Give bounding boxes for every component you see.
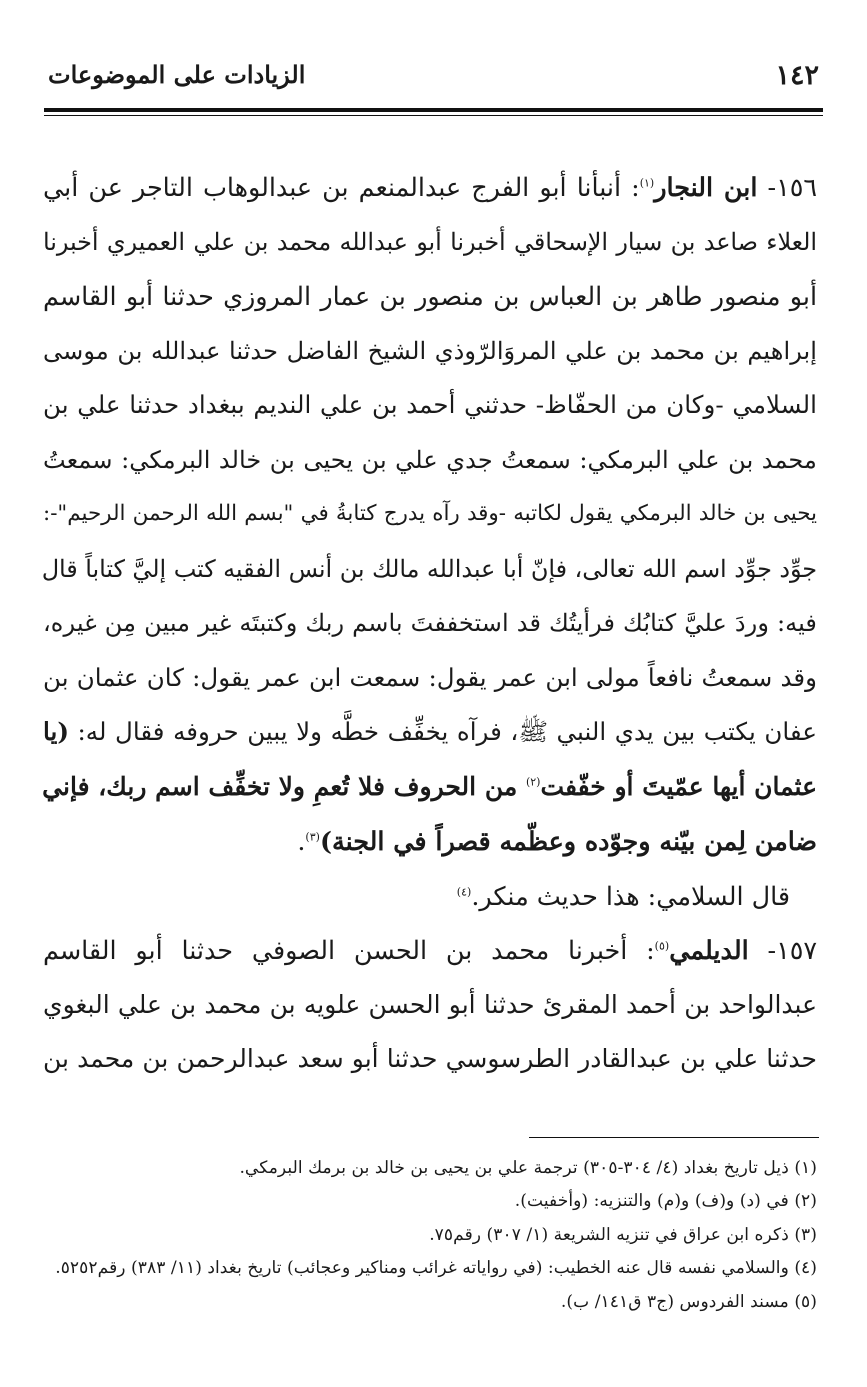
bold-text: ابن النجار <box>654 172 758 202</box>
text-line <box>43 814 817 869</box>
text-span: ١٥٦- <box>757 172 817 202</box>
bold-text: عثمان أيها عمّيتَ أو خفّفت <box>540 771 817 801</box>
text-span: محمد بن علي البرمكي: سمعتُ جدي علي بن يحيى بن خالد البرمكي: سمعتُ <box>43 445 817 474</box>
footnote-ref: (٤) <box>456 885 472 899</box>
text-span: يحيى بن خالد البرمكي يقول لكاتبه -وقد رآه يدرج كتابةُ في "بسم الله الرحمن الرحيم"-: <box>43 501 818 526</box>
header-rule-thin <box>44 115 823 116</box>
text-line <box>43 542 817 597</box>
bold-text: ضامن لِمن بيّنه وجوّده وعظّمه قصراً في الجنة) <box>319 826 817 856</box>
text-line <box>43 1032 817 1087</box>
text-span: عبدالواحد بن أحمد المقرئ حدثنا أبو الحسن علويه بن محمد بن علي البغوي <box>43 989 817 1019</box>
header-rule-thick <box>44 108 823 112</box>
text-span: العلاء صاعد بن سيار الإسحاقي أخبرنا أبو عبدالله محمد بن علي العميري أخبرنا <box>43 227 817 256</box>
footnotes <box>37 1152 817 1319</box>
text-span: إبراهيم بن محمد بن علي المروَالرّوذي الشيخ الفاضل حدثنا عبدالله بن موسى <box>43 336 817 365</box>
text-span: السلامي -وكان من الحفّاظ- حدثني أحمد بن علي النديم ببغداد حدثنا علي بن <box>43 390 817 419</box>
text-span: حدثنا علي بن عبدالقادر الطرسوسي حدثنا أبو سعد عبدالرحمن بن محمد بن <box>43 1044 817 1073</box>
footnote-separator <box>529 1137 819 1138</box>
text-line <box>43 760 817 815</box>
text-line <box>43 923 817 978</box>
footnote: (٢) في (د) و(ف) و(م) والتنزيه: (وأخفيت). <box>514 1191 817 1212</box>
text-span: ١٥٧- <box>748 935 817 965</box>
text-line <box>43 705 817 760</box>
text-line <box>43 378 817 433</box>
footnote-ref: (٥) <box>654 939 670 953</box>
footnote: (١) ذيل تاريخ بغداد (٤/ ٣٠٤-٣٠٥) ترجمة علي بن يحيى بن خالد بن برمك البرمكي. <box>239 1158 817 1178</box>
footnote: (٤) والسلامي نفسه قال عنه الخطيب: (في رواياته غرائب ومناكير وعجائب) تاريخ بغداد (١١/ ٣٨٣) رقم٥٢٥٢. <box>55 1258 817 1279</box>
footnote-ref: (٢) <box>525 775 541 789</box>
bold-text: الديلمي <box>669 935 749 965</box>
text-line <box>43 215 817 270</box>
text-line <box>43 596 817 651</box>
text-line <box>43 269 817 324</box>
text-span: : أخبرنا محمد بن الحسن الصوفي حدثنا أبو القاسم <box>43 935 655 965</box>
running-title: الزيادات على الموضوعات <box>48 60 306 89</box>
text-span: عفان يكتب بين يدي النبي ﷺ، فرآه يخفِّف خطَّه ولا يبين حروفه فقال له: <box>68 717 817 746</box>
text-line <box>43 651 817 706</box>
text-span: وقد سمعتُ نافعاً مولى ابن عمر يقول: سمعت ابن عمر يقول: كان عثمان بن <box>43 662 817 692</box>
text-span: قال السلامي: هذا حديث منكر. <box>471 880 790 911</box>
bold-text: (يا <box>43 717 69 746</box>
text-span: أبو منصور طاهر بن العباس بن منصور بن عمار المروزي حدثنا أبو القاسم <box>43 281 817 311</box>
footnote-ref: (١) <box>639 176 655 190</box>
text-span: : أنبأنا أبو الفرج عبدالمنعم بن عبدالوهاب التاجر عن أبي <box>43 172 640 202</box>
footnote: (٣) ذكره ابن عراق في تنزيه الشريعة (١/ ٣٠٧) رقم٧٥. <box>429 1224 817 1245</box>
page-header <box>48 60 819 96</box>
text-line <box>43 978 817 1033</box>
footnote: (٥) مسند الفردوس (ج٣ ق١٤١/ ب). <box>560 1291 817 1312</box>
bold-text: من الحروف فلا تُعمِ ولا تخفِّف اسم ربك، فإني <box>42 771 526 801</box>
text-line <box>43 487 817 542</box>
footnote-ref: (٣) <box>305 830 320 844</box>
text-line <box>43 433 817 488</box>
text-line <box>43 160 817 215</box>
text-span: فيه: وردَ عليَّ كتابُك فرأيتُك قد استخففتَ باسم ربك وكتبتَه غير مبين مِن غيره، <box>43 609 817 637</box>
text-line <box>43 324 817 379</box>
text-span: جوِّد جوِّد اسم الله تعالى، فإنّ أبا عبدالله مالك بن أنس الفقيه كتب إليَّ كتاباً قال <box>41 554 817 583</box>
text-span: . <box>297 826 306 856</box>
page-number: ١٤٢ <box>775 60 819 91</box>
text-line <box>43 869 817 924</box>
main-text <box>43 160 817 1087</box>
